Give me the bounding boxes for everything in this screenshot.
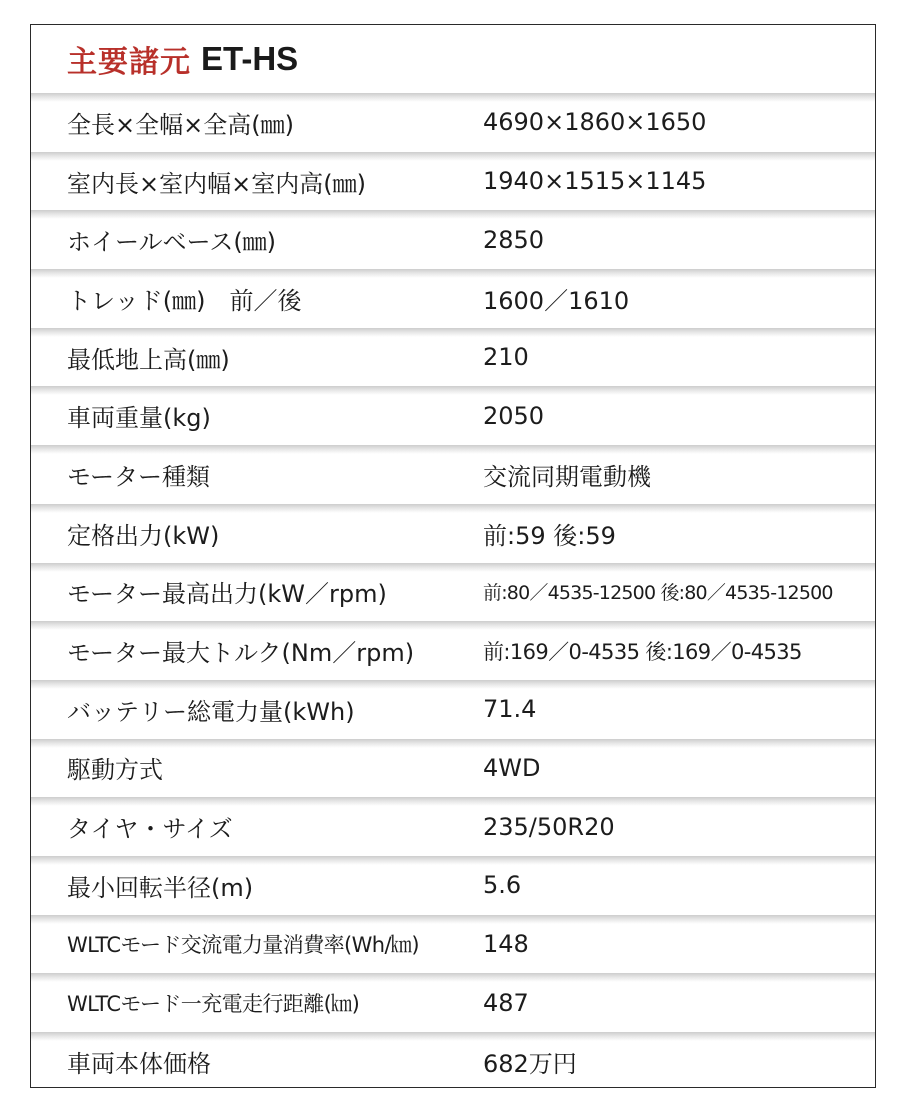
table-row [31, 621, 875, 680]
model-name: ET-HS [201, 40, 299, 77]
spec-value: 235/50R20 [483, 812, 615, 841]
spec-label: WLTCモード交流電力量消費率(Wh/㎞) [67, 932, 419, 957]
spec-label: WLTCモード一充電走行距離(㎞) [67, 991, 360, 1016]
spec-value: 前:59 後:59 [483, 521, 616, 550]
table-title: 主要諸元 [67, 45, 191, 80]
spec-value: 前:169／0-4535 後:169／0-4535 [483, 639, 802, 664]
table-row [31, 152, 875, 211]
spec-label: モーター種類 [67, 462, 211, 491]
spec-rows [31, 93, 875, 1088]
spec-value: 71.4 [483, 695, 537, 724]
spec-table-panel [30, 24, 876, 1088]
spec-value: 前:80／4535-12500 後:80／4535-12500 [483, 582, 833, 605]
spec-label: ホイールベース(㎜) [67, 228, 277, 257]
spec-label: トレッド(㎜) 前／後 [67, 286, 302, 315]
table-row [31, 93, 875, 152]
table-row [31, 563, 875, 622]
table-row [31, 739, 875, 798]
spec-label: 最低地上高(㎜) [67, 345, 230, 374]
spec-value: 1940×1515×1145 [483, 167, 707, 196]
spec-label: モーター最高出力(kW／rpm) [67, 580, 387, 609]
table-row [31, 210, 875, 269]
spec-label: 車両重量(kg) [67, 404, 211, 433]
table-header [31, 25, 875, 93]
spec-value: 交流同期電動機 [483, 462, 651, 491]
spec-label: 室内長×室内幅×室内高(㎜) [67, 169, 366, 198]
table-row [31, 856, 875, 915]
table-row [31, 328, 875, 387]
spec-value: 4WD [483, 753, 541, 782]
spec-label: バッテリー総電力量(kWh) [67, 697, 355, 726]
spec-value: 210 [483, 343, 529, 372]
table-row [31, 386, 875, 445]
spec-value: 5.6 [483, 871, 522, 900]
table-row [31, 1032, 875, 1088]
spec-value: 1600／1610 [483, 286, 630, 315]
spec-label: モーター最大トルク(Nm／rpm) [67, 639, 415, 668]
table-row [31, 680, 875, 739]
spec-value: 682万円 [483, 1049, 577, 1078]
spec-value: 4690×1860×1650 [483, 108, 707, 137]
spec-label: 駆動方式 [67, 756, 163, 785]
table-row [31, 915, 875, 974]
spec-value: 487 [483, 988, 529, 1017]
spec-label: 定格出力(kW) [67, 521, 220, 550]
spec-label: タイヤ・サイズ [67, 815, 233, 844]
table-row [31, 445, 875, 504]
table-row [31, 504, 875, 563]
table-row [31, 797, 875, 856]
spec-label: 最小回転半径(m) [67, 873, 254, 902]
table-row [31, 973, 875, 1032]
spec-label: 全長×全幅×全高(㎜) [67, 110, 294, 139]
spec-value: 148 [483, 929, 529, 958]
spec-value: 2050 [483, 401, 545, 430]
spec-label: 車両本体価格 [67, 1049, 211, 1078]
table-row [31, 269, 875, 328]
spec-value: 2850 [483, 225, 545, 254]
